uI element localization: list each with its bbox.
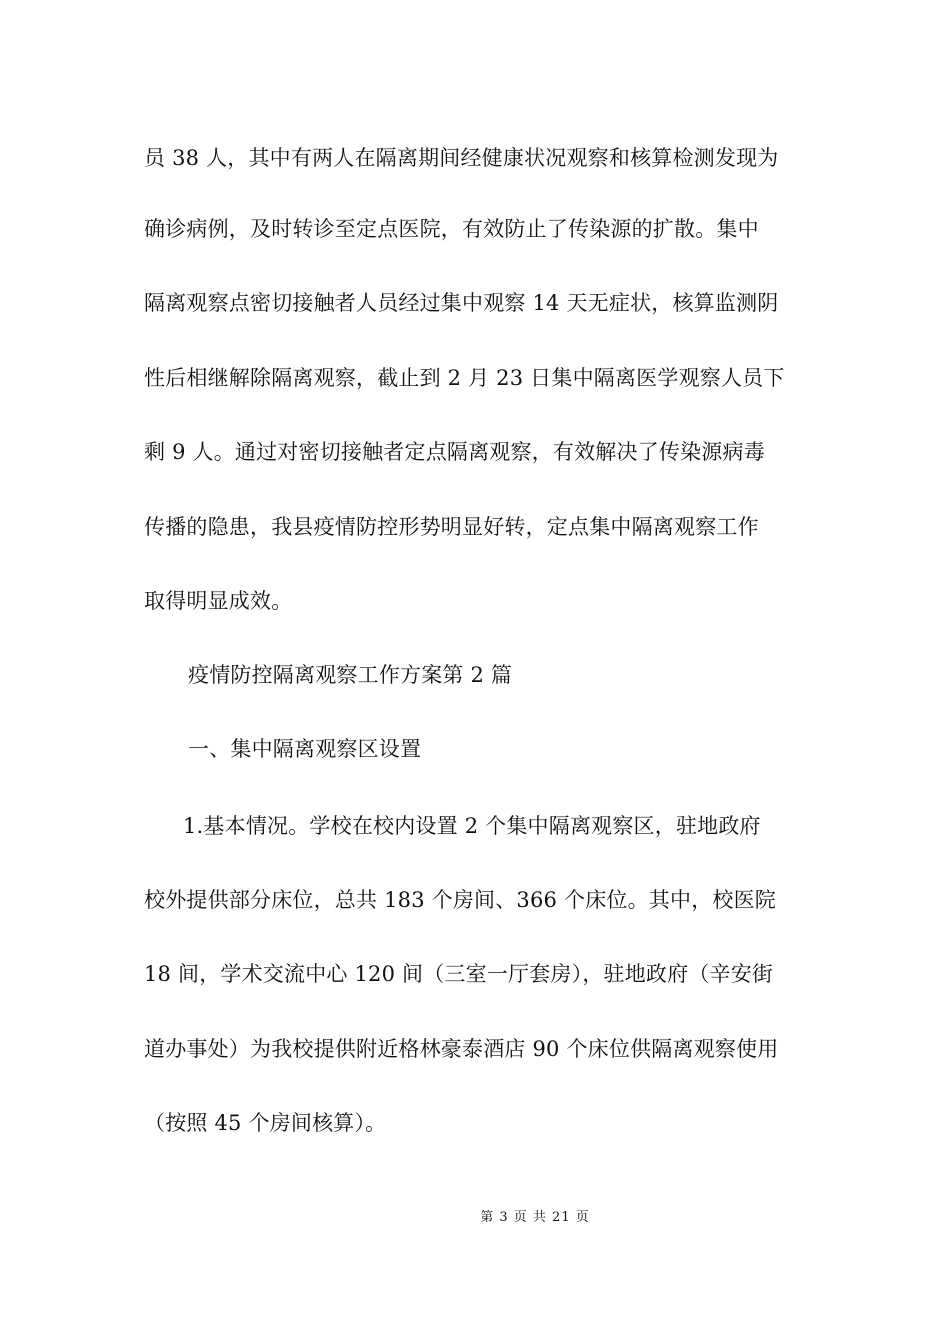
paragraph-line: 1.基本情况。学校在校内设置 2 个集中隔离观察区，驻地政府 [183, 814, 761, 838]
paragraph-line: 取得明显成效。 [144, 589, 293, 613]
page-number-footer: 第 3 页 共 21 页 [480, 1210, 590, 1225]
section-title: 一、集中隔离观察区设置 [188, 737, 422, 761]
paragraph-line: 校外提供部分床位，总共 183 个房间、366 个床位。其中，校医院 [144, 888, 776, 912]
paragraph-line: 隔离观察点密切接触者人员经过集中观察 14 天无症状，核算监测阴 [144, 291, 779, 315]
paragraph-line: 性后相继解除隔离观察，截止到 2 月 23 日集中隔离医学观察人员下 [144, 366, 785, 390]
paragraph-line: 确诊病例，及时转诊至定点医院，有效防止了传染源的扩散。集中 [144, 217, 759, 241]
paragraph-line: 员 38 人，其中有两人在隔离期间经健康状况观察和核算检测发现为 [144, 146, 779, 170]
paragraph-line: 传播的隐患，我县疫情防控形势明显好转，定点集中隔离观察工作 [144, 515, 759, 539]
section-heading: 疫情防控隔离观察工作方案第 2 篇 [188, 663, 513, 687]
paragraph-line: 18 间，学术交流中心 120 间（三室一厅套房），驻地政府（辛安街 [144, 962, 774, 986]
paragraph-line: 剩 9 人。通过对密切接触者定点隔离观察，有效解决了传染源病毒 [144, 440, 765, 464]
paragraph-line: （按照 45 个房间核算）。 [144, 1111, 387, 1135]
paragraph-line: 道办事处）为我校提供附近格林豪泰酒店 90 个床位供隔离观察使用 [144, 1037, 779, 1061]
